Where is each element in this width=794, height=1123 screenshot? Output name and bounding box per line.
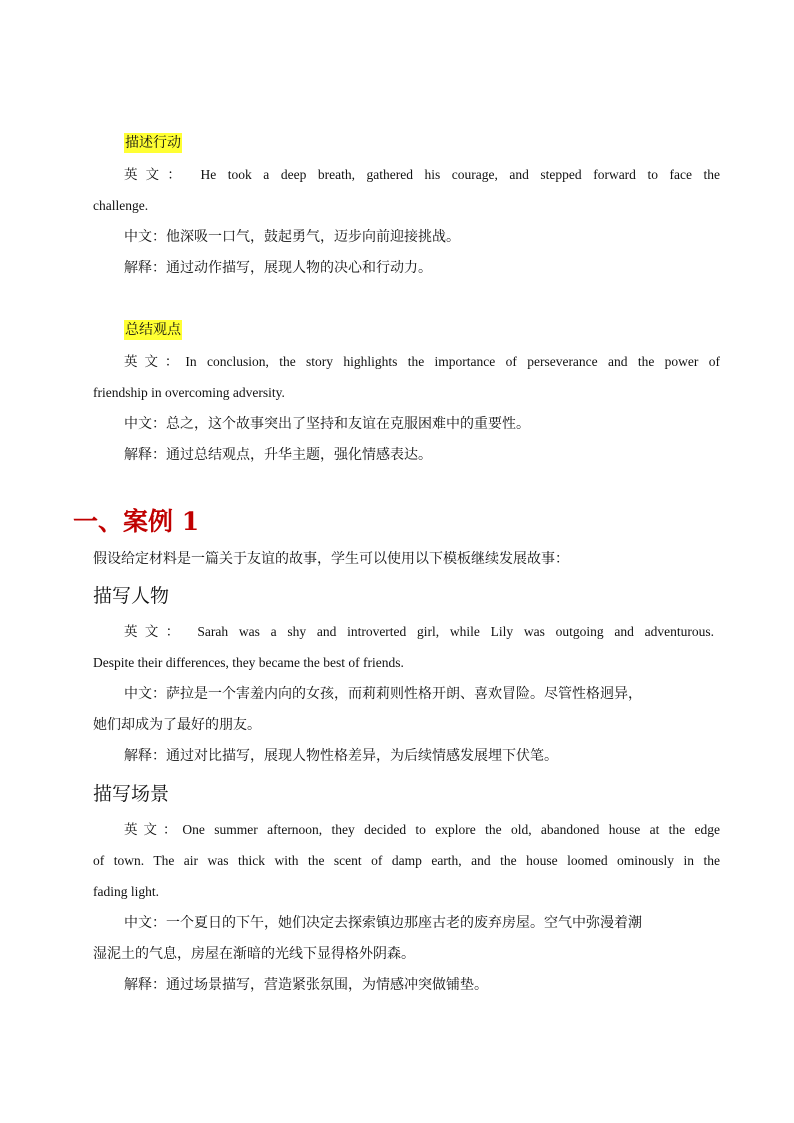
character-english-line1: 英文： Sarah was a shy and introverted girl, while Lily was outgoing and adventurous. <box>124 624 714 639</box>
action-english-line1: 英文： He took a deep breath, gathered his courage, and stepped forward to face the <box>124 167 720 182</box>
summary-chinese: 中文：总之，这个故事突出了坚持和友谊在克服困难中的重要性。 <box>124 416 530 432</box>
character-chinese-line2: 她们却成为了最好的朋友。 <box>93 717 261 733</box>
summary-english-line1: 英文：In conclusion, the story highlights the importance of perseverance and the power of <box>124 354 720 369</box>
character-chinese-line1: 中文：萨拉是一个害羞内向的女孩，而莉莉则性格开朗、喜欢冒险。尽管性格迥异， <box>124 686 642 702</box>
character-english-line2: Despite their differences, they became the best of friends. <box>93 655 404 670</box>
scene-chinese-line2: 湿泥土的气息，房屋在渐暗的光线下显得格外阴森。 <box>93 946 415 962</box>
scene-english-line2: of town. The air was thick with the scent of damp earth, and the house loomed ominously in the <box>93 853 720 868</box>
summary-english-line2: friendship in overcoming adversity. <box>93 385 285 400</box>
case1-intro: 假设给定材料是一篇关于友谊的故事，学生可以使用以下模板继续发展故事： <box>93 551 569 567</box>
scene-english-line1: 英文：One summer afternoon, they decided to explore the old, abandoned house at the edge <box>124 822 720 837</box>
action-english-line2: challenge. <box>93 198 149 213</box>
scene-english-line3: fading light. <box>93 884 159 899</box>
summary-explanation: 解释：通过总结观点，升华主题，强化情感表达。 <box>124 447 432 463</box>
section-heading-summary: 总结观点 <box>125 322 181 338</box>
section-heading-action: 描述行动 <box>125 135 181 151</box>
action-chinese: 中文：他深吸一口气，鼓起勇气，迈步向前迎接挑战。 <box>124 229 460 245</box>
case1-title: 一、案例 1 <box>73 507 200 536</box>
character-explanation: 解释：通过对比描写，展现人物性格差异，为后续情感发展埋下伏笔。 <box>124 748 558 764</box>
action-explanation: 解释：通过动作描写，展现人物的决心和行动力。 <box>124 260 432 276</box>
scene-chinese-line1: 中文：一个夏日的下午，她们决定去探索镇边那座古老的废弃房屋。空气中弥漫着潮 <box>124 915 642 931</box>
scene-explanation: 解释：通过场景描写，营造紧张氛围，为情感冲突做铺垫。 <box>124 977 488 993</box>
scene-heading: 描写场景 <box>93 783 170 805</box>
character-heading: 描写人物 <box>93 585 170 607</box>
